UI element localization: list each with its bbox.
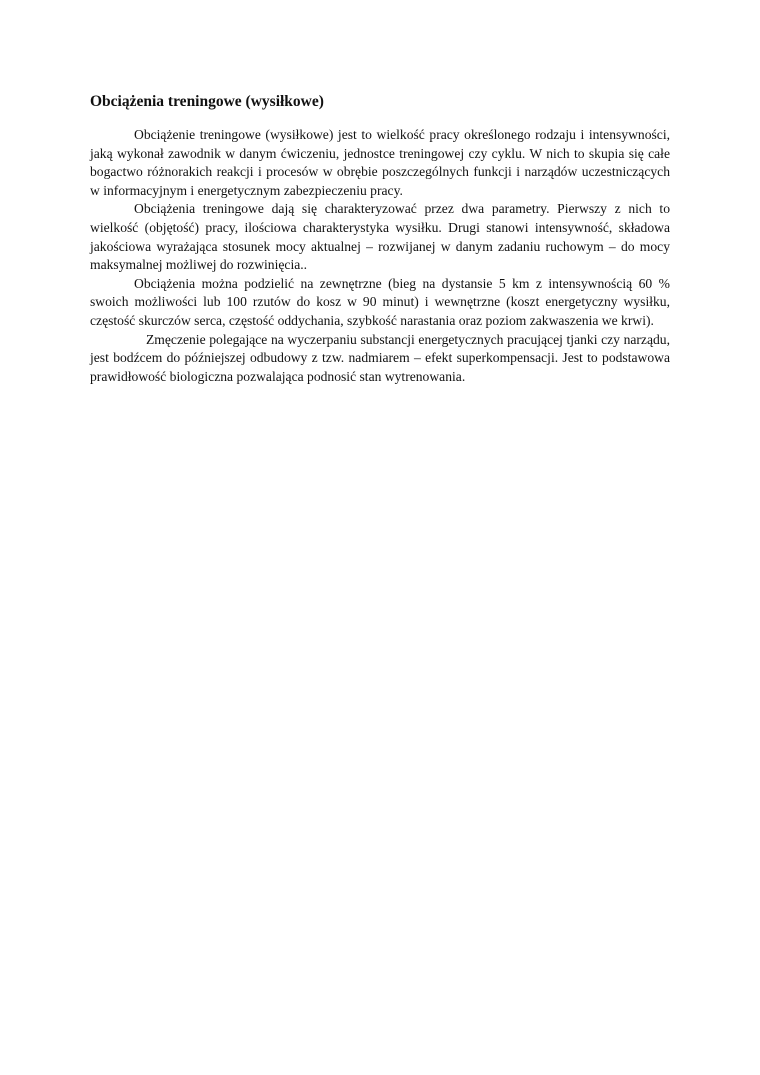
document-body xyxy=(90,92,670,386)
paragraph-definition: Obciążenie treningowe (wysiłkowe) jest to wielkość pracy określonego rodzaju i intensywności, jaką wykonał zawodnik w danym ćwiczeniu, jednostce treningowej czy cyklu. W nich to skupia się całe bogactwo różnorakich reakcji i procesów w obrębie poszczególnych funkcji i narządów uczestniczących w informacyjnym i energetycznym zabezpieczeniu pracy. xyxy=(90,127,670,198)
paragraph-types: Obciążenia można podzielić na zewnętrzne (bieg na dystansie 5 km z intensywnością 60 % swoich możliwości lub 100 rzutów do kosz w 90 minut) i wewnętrzne (koszt energetyczny wysiłku, częstość skurczów serca, częstość oddychania, szybkość narastania oraz poziom zakwaszenia we krwi). xyxy=(90,275,670,328)
paragraph-fatigue: Zmęczenie polegające na wyczerpaniu substancji energetycznych pracującej tjanki czy narządu, jest bodźcem do późniejszej odbudowy z tzw. nadmiarem – efekt superkompensacji. Jest to podstawowa prawidłowość biologiczna pozwalająca podnosić stan wytrenowania. xyxy=(90,331,670,384)
paragraph-parameters: Obciążenia treningowe dają się charakteryzować przez dwa parametry. Pierwszy z nich to wielkość (objętość) pracy, ilościowa charakterystyka wysiłku. Drugi stanowi intensywność, składowa jakościowa wyrażająca stosunek mocy aktualnej – rozwijanej w danym zadaniu ruchowym – do mocy maksymalnej możliwej do rozwinięcia.. xyxy=(90,201,670,273)
document-title: Obciążenia treningowe (wysiłkowe) xyxy=(90,93,324,110)
